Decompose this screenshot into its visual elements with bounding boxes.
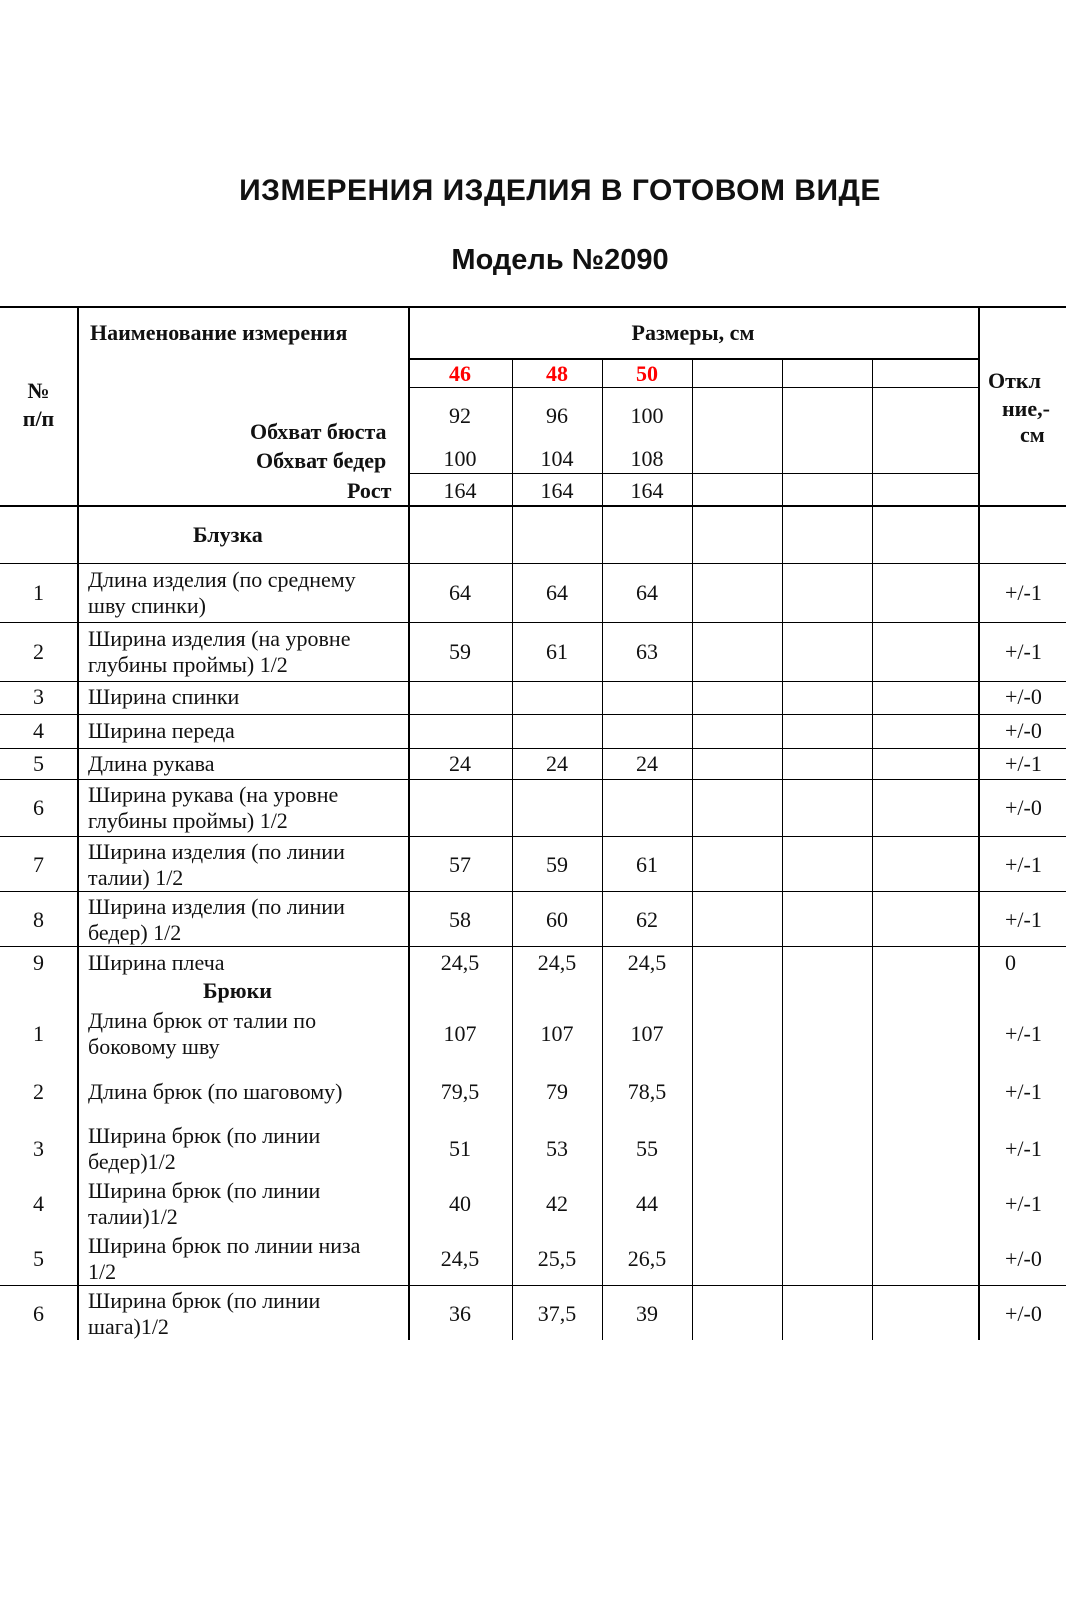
measurement-value: 44 bbox=[636, 1191, 658, 1216]
deviation-value: +/-0 bbox=[1005, 684, 1042, 709]
row-number: 1 bbox=[33, 580, 44, 605]
bust-value: 92 bbox=[449, 403, 471, 428]
measurement-name: талии)1/2 bbox=[88, 1204, 178, 1229]
measurement-name: Ширина брюк (по линии bbox=[88, 1288, 321, 1313]
measurement-value: 61 bbox=[546, 639, 568, 664]
deviation-value: 0 bbox=[1005, 950, 1016, 975]
deviation-value: +/-1 bbox=[1005, 639, 1042, 664]
row-divider bbox=[0, 836, 1066, 837]
measurement-value: 79 bbox=[546, 1079, 568, 1104]
row-number: 1 bbox=[33, 1021, 44, 1046]
measurement-name: шага)1/2 bbox=[88, 1314, 169, 1339]
row-number: 3 bbox=[33, 684, 44, 709]
row-divider bbox=[0, 1285, 1066, 1286]
measurement-value: 79,5 bbox=[440, 1079, 480, 1104]
measurement-value: 53 bbox=[546, 1136, 568, 1161]
hips-value: 104 bbox=[540, 446, 574, 471]
row-number: 4 bbox=[33, 1191, 44, 1216]
measurement-value: 59 bbox=[546, 852, 568, 877]
measurement-name: бедер) 1/2 bbox=[88, 920, 182, 945]
measurement-name: глубины проймы) 1/2 bbox=[88, 652, 288, 677]
measurement-value: 58 bbox=[449, 907, 471, 932]
row-divider bbox=[0, 681, 1066, 682]
height-value: 164 bbox=[540, 478, 574, 503]
bust-value: 96 bbox=[546, 403, 568, 428]
deviation-value: +/-1 bbox=[1005, 580, 1042, 605]
deviation-value: +/-0 bbox=[1005, 1246, 1042, 1271]
row-divider bbox=[0, 779, 1066, 780]
measurement-value: 24,5 bbox=[440, 1246, 480, 1271]
table-border-top bbox=[0, 306, 1066, 308]
measurement-name: Ширина брюк (по линии bbox=[88, 1178, 321, 1203]
measurement-value: 62 bbox=[636, 907, 658, 932]
header-sizes: Размеры, см bbox=[631, 320, 755, 345]
bust-value: 100 bbox=[630, 403, 664, 428]
section-trousers: Брюки bbox=[203, 978, 272, 1003]
deviation-value: +/-1 bbox=[1005, 852, 1042, 877]
measurement-name: Ширина плеча bbox=[88, 950, 225, 975]
measurement-value: 55 bbox=[636, 1136, 658, 1161]
measurement-value: 37,5 bbox=[537, 1301, 577, 1326]
row-number: 5 bbox=[33, 751, 44, 776]
header-name: Наименование измерения bbox=[90, 320, 348, 345]
measurement-name: Ширина изделия (на уровне bbox=[88, 626, 351, 651]
measurement-name: Ширина изделия (по линии bbox=[88, 894, 345, 919]
row-number: 7 bbox=[33, 852, 44, 877]
col-divider bbox=[872, 358, 873, 1340]
header-deviation: Откл bbox=[988, 368, 1041, 393]
measurement-value: 64 bbox=[636, 580, 658, 605]
measurement-value: 51 bbox=[449, 1136, 471, 1161]
measurement-name: Длина брюк от талии по bbox=[88, 1008, 317, 1033]
row-number: 3 bbox=[33, 1136, 44, 1161]
header-divider bbox=[408, 358, 978, 360]
hips-value: 100 bbox=[443, 446, 477, 471]
hips-row-divider bbox=[408, 473, 978, 474]
row-number: 2 bbox=[33, 639, 44, 664]
measurement-value: 24 bbox=[449, 751, 471, 776]
deviation-value: +/-0 bbox=[1005, 795, 1042, 820]
measurement-value: 107 bbox=[630, 1021, 664, 1046]
measurement-name: Ширина брюк по линии низа bbox=[88, 1233, 361, 1258]
measurement-value: 64 bbox=[449, 580, 471, 605]
deviation-value: +/-1 bbox=[1005, 1136, 1042, 1161]
deviation-value: +/-1 bbox=[1005, 1191, 1042, 1216]
row-divider bbox=[0, 714, 1066, 715]
row-number: 6 bbox=[33, 795, 44, 820]
measurement-value: 40 bbox=[449, 1191, 471, 1216]
measurement-value: 78,5 bbox=[627, 1079, 667, 1104]
row-number: 5 bbox=[33, 1246, 44, 1271]
measurement-name: Ширина спинки bbox=[88, 684, 240, 709]
col-divider bbox=[978, 306, 980, 1340]
measurement-value: 42 bbox=[546, 1191, 568, 1216]
size-row-divider bbox=[408, 387, 978, 388]
measurement-name: бедер)1/2 bbox=[88, 1149, 176, 1174]
measurement-value: 61 bbox=[636, 852, 658, 877]
row-divider bbox=[0, 891, 1066, 892]
measurement-value: 107 bbox=[443, 1021, 477, 1046]
measurement-value: 60 bbox=[546, 907, 568, 932]
measurement-value: 57 bbox=[449, 852, 471, 877]
measurement-name: Ширина рукава (на уровне bbox=[88, 782, 339, 807]
measurement-value: 24 bbox=[636, 751, 658, 776]
measurement-name: Ширина изделия (по линии bbox=[88, 839, 345, 864]
measurement-value: 39 bbox=[636, 1301, 658, 1326]
section-blouse: Блузка bbox=[193, 522, 263, 547]
measurement-value: 24,5 bbox=[627, 950, 667, 975]
header-no: № bbox=[27, 378, 50, 403]
measurement-name: Ширина переда bbox=[88, 718, 235, 743]
measurement-value: 24 bbox=[546, 751, 568, 776]
size-value: 48 bbox=[546, 361, 568, 386]
measurement-value: 24,5 bbox=[537, 950, 577, 975]
measurement-value: 26,5 bbox=[627, 1246, 667, 1271]
row-number: 2 bbox=[33, 1079, 44, 1104]
col-divider bbox=[692, 358, 693, 1340]
model-number: Модель №2090 bbox=[451, 244, 669, 276]
size-value: 46 bbox=[449, 361, 471, 386]
row-divider bbox=[0, 622, 1066, 623]
row-divider bbox=[0, 748, 1066, 749]
measurement-value: 59 bbox=[449, 639, 471, 664]
deviation-value: +/-1 bbox=[1005, 907, 1042, 932]
measurement-name: Длина брюк (по шаговому) bbox=[88, 1079, 343, 1104]
height-value: 164 bbox=[630, 478, 664, 503]
deviation-value: +/-0 bbox=[1005, 718, 1042, 743]
measurement-value: 64 bbox=[546, 580, 568, 605]
measurement-name: 1/2 bbox=[88, 1259, 117, 1284]
deviation-value: +/-1 bbox=[1005, 1079, 1042, 1104]
deviation-value: +/-0 bbox=[1005, 1301, 1042, 1326]
row-number: 9 bbox=[33, 950, 44, 975]
measurement-value: 36 bbox=[449, 1301, 471, 1326]
row-divider bbox=[0, 946, 1066, 947]
size-value: 50 bbox=[636, 361, 658, 386]
measurement-name: Длина рукава bbox=[88, 751, 215, 776]
header-deviation: ние,- bbox=[1002, 396, 1050, 421]
measurement-name: шву спинки) bbox=[88, 593, 206, 618]
header-deviation: см bbox=[1020, 422, 1045, 447]
hips-value: 108 bbox=[630, 446, 664, 471]
measurement-name: боковому шву bbox=[88, 1034, 220, 1059]
height-value: 164 bbox=[443, 478, 477, 503]
measurement-name: Длина изделия (по среднему bbox=[88, 567, 356, 592]
header-bottom bbox=[0, 505, 1066, 507]
measurement-value: 24,5 bbox=[440, 950, 480, 975]
height-label: Рост bbox=[347, 478, 392, 503]
row-number: 4 bbox=[33, 718, 44, 743]
hips-label: Обхват бедер bbox=[256, 448, 387, 473]
measurement-name: Ширина брюк (по линии bbox=[88, 1123, 321, 1148]
measurement-value: 107 bbox=[540, 1021, 574, 1046]
measurement-name: талии) 1/2 bbox=[88, 865, 184, 890]
measurement-name: глубины проймы) 1/2 bbox=[88, 808, 288, 833]
row-number: 8 bbox=[33, 907, 44, 932]
deviation-value: +/-1 bbox=[1005, 751, 1042, 776]
deviation-value: +/-1 bbox=[1005, 1021, 1042, 1046]
measurement-value: 25,5 bbox=[537, 1246, 577, 1271]
measurement-value: 63 bbox=[636, 639, 658, 664]
col-divider bbox=[77, 306, 79, 1340]
row-divider bbox=[0, 563, 1066, 564]
bust-label: Обхват бюста bbox=[250, 419, 387, 444]
header-no: п/п bbox=[22, 406, 55, 431]
row-number: 6 bbox=[33, 1301, 44, 1326]
col-divider bbox=[782, 358, 783, 1340]
document-title: ИЗМЕРЕНИЯ ИЗДЕЛИЯ В ГОТОВОМ ВИДЕ bbox=[239, 174, 881, 207]
